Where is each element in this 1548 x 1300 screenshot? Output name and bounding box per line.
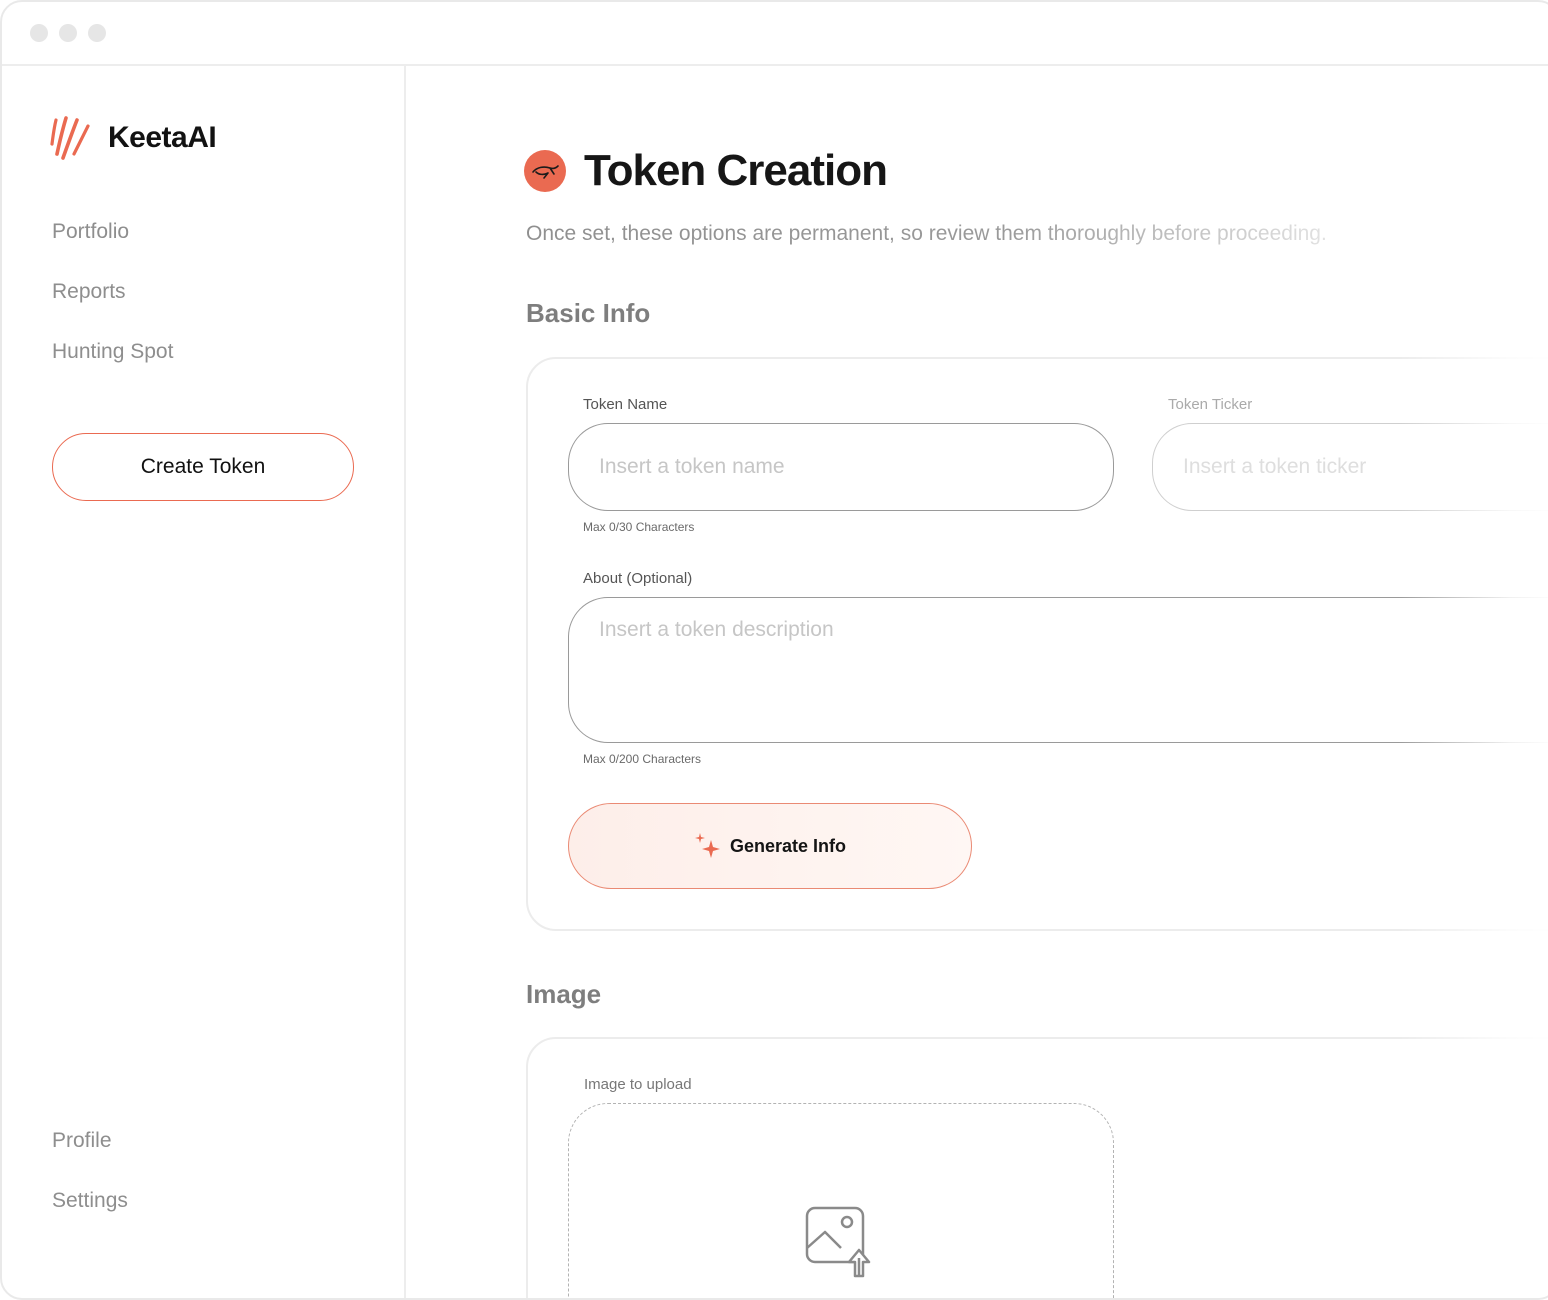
window-maximize-dot[interactable] bbox=[88, 24, 106, 42]
token-ticker-input[interactable]: Insert a token ticker bbox=[1152, 423, 1548, 511]
sidebar-item-profile[interactable]: Profile bbox=[52, 1129, 112, 1152]
about-label: About (Optional) bbox=[583, 570, 693, 587]
create-token-button[interactable]: Create Token bbox=[52, 433, 354, 501]
page-subtitle: Once set, these options are permanent, so review them thoroughly before proceeding. bbox=[526, 222, 1327, 245]
section-basic-info-title: Basic Info bbox=[526, 298, 651, 328]
token-name-label: Token Name bbox=[583, 396, 668, 413]
sidebar-item-settings[interactable]: Settings bbox=[52, 1189, 128, 1212]
sidebar-item-reports[interactable]: Reports bbox=[52, 280, 126, 303]
sidebar-item-portfolio[interactable]: Portfolio bbox=[52, 220, 130, 243]
brand[interactable] bbox=[50, 114, 216, 162]
window-close-dot[interactable] bbox=[30, 24, 48, 42]
about-textarea[interactable]: Insert a token description bbox=[568, 597, 1548, 743]
sparkle-icon bbox=[694, 832, 722, 860]
generate-info-label: Generate Info bbox=[729, 835, 847, 856]
window-titlebar bbox=[2, 2, 1548, 66]
claw-logo-icon bbox=[50, 114, 94, 162]
basic-info-card bbox=[526, 357, 1548, 931]
token-name-char-count: Max 0/30 Characters bbox=[583, 520, 695, 534]
page-header bbox=[524, 146, 887, 196]
about-char-count: Max 0/200 Characters bbox=[583, 752, 702, 766]
brand-name: KeetaAI bbox=[108, 121, 217, 154]
image-upload-icon bbox=[803, 1204, 879, 1280]
page-title: Token Creation bbox=[584, 146, 888, 195]
image-upload-label: Image to upload bbox=[584, 1076, 692, 1093]
image-dropzone[interactable] bbox=[568, 1103, 1114, 1300]
cheetah-icon bbox=[524, 150, 566, 192]
section-image-title: Image bbox=[526, 979, 602, 1009]
image-card bbox=[526, 1037, 1548, 1300]
sidebar-item-hunting-spot[interactable]: Hunting Spot bbox=[52, 340, 174, 363]
sidebar bbox=[2, 66, 406, 1298]
token-name-input[interactable]: Insert a token name bbox=[568, 423, 1114, 511]
token-ticker-label: Token Ticker bbox=[1168, 396, 1253, 413]
generate-info-button[interactable] bbox=[568, 803, 972, 889]
window-minimize-dot[interactable] bbox=[59, 24, 77, 42]
main-content bbox=[406, 66, 1548, 1298]
